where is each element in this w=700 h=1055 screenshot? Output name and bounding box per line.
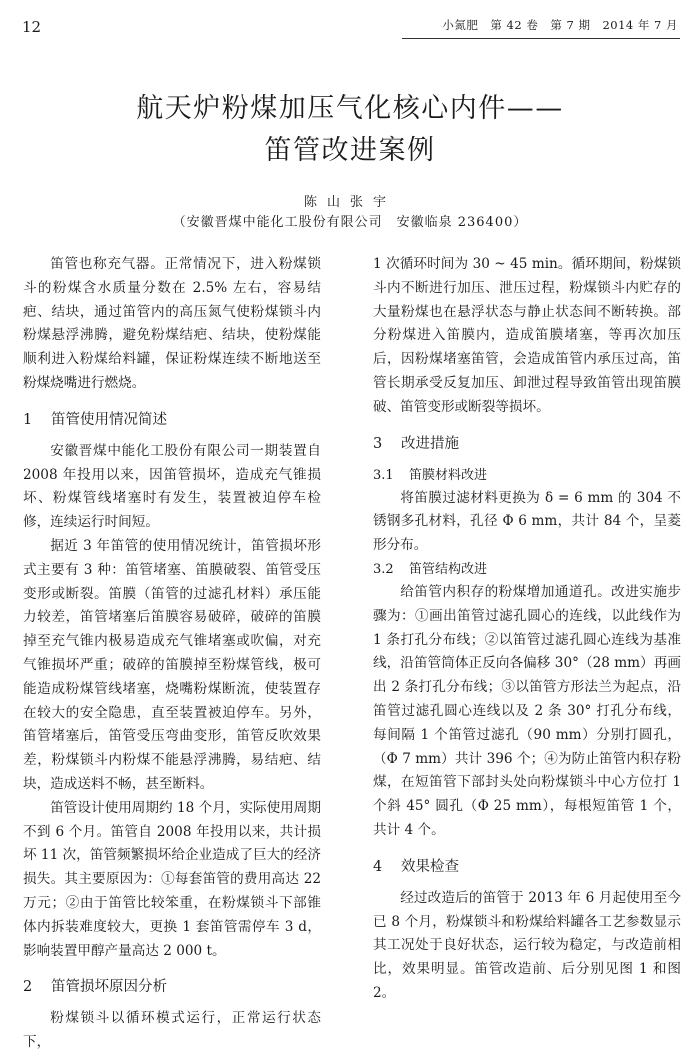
section-title: 效果检查	[401, 858, 459, 875]
body-paragraph: 给笛管内积存的粉煤增加通道孔。改进实施步骤为：①画出笛管过滤孔圆心的连线，以此线作为 1 条打孔分布线；②以笛管过滤孔圆心连线为基准线，沿笛管筒体正反向各偏移 30°（28 mm）再画出 2 条打孔分布线；③以笛管方形法兰为起点，沿笛管过滤孔圆心连线以及 2 条 30° 打孔分布线，每间隔 1 个笛管过滤孔（90 mm）分别打圆孔，（Φ 7 mm）共计 396 个；④为防止笛管内积存粉煤，在短笛管下部封头处向粉煤锁斗中心方位打 1 个斜 45° 圆孔（Φ 25 mm），每根短笛管 1 个，共计 4 个。	[373, 583, 681, 838]
section-number: 1	[23, 411, 33, 428]
body-paragraph: 经过改造后的笛管于 2013 年 6 月起使用至今已 8 个月，粉煤锁斗和粉煤给料罐各工艺参数显示其工况处于良好状态，运行较为稳定，与改造前相比，效果明显。笛管改造前、后分别见图 1 和图 2。	[373, 889, 681, 1001]
section-heading-1	[23, 408, 321, 432]
subsection-heading-3-1	[373, 464, 681, 487]
section-title: 改进措施	[401, 435, 459, 452]
right-column	[373, 253, 681, 1006]
subsection-number: 3.2	[373, 561, 394, 577]
body-paragraph: 据近 3 年笛管的使用情况统计，笛管损坏形式主要有 3 种：笛管堵塞、笛膜破裂、笛管受压变形或断裂。笛膜（笛管的过滤孔材料）承压能力较差，笛管堵塞后笛膜容易破碎，破碎的笛膜掉至充气锥内极易造成充气锥堵塞或吹偏，对充气锥损坏严重；破碎的笛膜掉至粉煤管线，极可能造成粉煤管线堵塞，烧嘴粉煤断流，使装置存在较大的安全隐患，直至装置被迫停车。另外，笛管堵塞后，笛管受压弯曲变形，笛管反吹效果差，粉煤锁斗内粉煤不能悬浮沸腾，易结疤、结块，造成送料不畅，甚至断料。	[23, 537, 321, 792]
section-number: 3	[373, 435, 383, 452]
subsection-title: 笛膜材料改进	[409, 467, 488, 483]
body-paragraph: 1 次循环时间为 30 ~ 45 min。循环期间，粉煤锁斗内不断进行加压、泄压过程，粉煤锁斗内贮存的大量粉煤也在悬浮状态与静止状态间不断转换。部分粉煤进入笛膜内，造成笛膜堵塞，等再次加压后，因粉煤堵塞笛管，会造成笛管内承压过高，笛管长期承受反复加压、卸泄过程导致笛管出现笛膜破、笛管变形或断裂等损坏。	[373, 256, 681, 415]
body-paragraph: 粉煤锁斗以循环模式运行，正常运行状态下，	[23, 1010, 321, 1051]
section-number: 2	[23, 979, 33, 996]
title-line-1: 航天炉粉煤加压气化核心内件——	[136, 93, 564, 124]
section-heading-3	[373, 432, 681, 456]
authors: 陈山张宇	[303, 195, 396, 210]
intro-paragraph: 笛管也称充气器。正常情况下，进入粉煤锁斗的粉煤含水质量分数在 2.5% 左右，容易结疤、结块，通过笛管内的高压氮气使粉煤锁斗内粉煤悬浮沸腾，避免粉煤结疤、结块，使粉煤能顺利进入粉煤给料罐，保证粉煤连续不断地送至粉煤烧嘴进行燃烧。	[23, 256, 321, 391]
section-heading-2	[23, 975, 321, 999]
body-paragraph: 笛管设计使用周期约 18 个月，实际使用周期不到 6 个月。笛管自 2008 年投用以来，共计损坏 11 次，笛管频繁损坏给企业造成了巨大的经济损失。其主要原因为：①每套笛管的费用高达 22 万元；②由于笛管比较笨重，在粉煤锁斗下部锥体内拆装难度较大，更换 1 套笛管需停车 3 d，影响装置甲醇产量高达 2 000 t。	[23, 799, 321, 959]
section-number: 4	[373, 858, 383, 875]
article-title	[0, 88, 700, 172]
page-number: 12	[22, 18, 42, 36]
title-line-2: 笛管改进案例	[264, 135, 436, 166]
running-head: 小氮肥 第 42 卷 第 7 期 2014 年 7 月	[402, 17, 680, 39]
body-paragraph: 将笛膜过滤材料更换为 δ = 6 mm 的 304 不锈钢多孔材料，孔径 Φ 6 mm，共计 84 个，呈菱形分布。	[373, 489, 681, 554]
section-heading-4	[373, 855, 681, 879]
subsection-number: 3.1	[373, 467, 394, 483]
left-column	[23, 253, 321, 1055]
affiliation: （安徽晋煤中能化工股份有限公司 安徽临泉 236400）	[172, 215, 528, 230]
body-paragraph: 安徽晋煤中能化工股份有限公司一期装置自 2008 年投用以来，因笛管损坏，造成充气锥损坏、粉煤管线堵塞时有发生，装置被迫停车检修，连续运行时间短。	[23, 442, 321, 531]
section-title: 笛管损坏原因分析	[51, 979, 167, 996]
section-title: 笛管使用情况简述	[51, 411, 167, 428]
subsection-title: 笛管结构改进	[409, 561, 488, 577]
subsection-heading-3-2	[373, 558, 681, 581]
